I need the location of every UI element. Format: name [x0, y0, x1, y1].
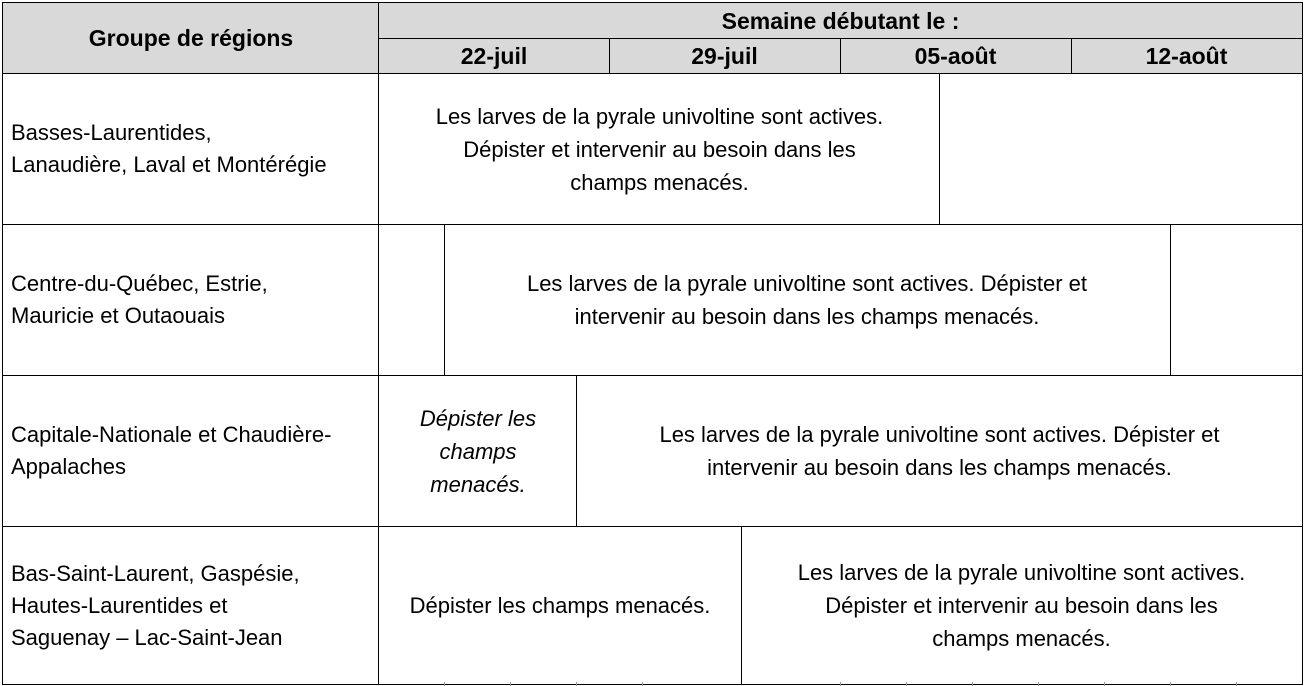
row-4-region [3, 527, 379, 684]
header-week-2-text: 29-juil [691, 42, 758, 69]
row-2-region-line-1: Centre-du-Québec, Estrie, [11, 271, 268, 296]
row-4-message-short-line-1: Dépister les champs menacés. [409, 593, 711, 618]
grid-line-header-sub [379, 38, 1303, 39]
row-3-region-line-2: Appalaches [11, 454, 126, 479]
grid-line-bottom [2, 684, 1303, 685]
header-region-group-text: Groupe de régions [88, 24, 294, 51]
row-1-region-line-1: Basses-Laurentides, [11, 120, 212, 145]
grid-line-row-3-bottom [2, 526, 1303, 527]
row-1-region-line-2: Lanaudière, Laval et Montérégie [11, 152, 327, 177]
header-week-1-text: 22-juil [460, 42, 528, 69]
grid-tick [906, 682, 907, 686]
row-3-message-short-line-3: menacés. [430, 471, 526, 497]
grid-line-top [2, 2, 1303, 3]
grid-line-row-4-split [741, 526, 742, 685]
header-week-title-text: Semaine débutant le : [721, 7, 960, 34]
grid-line-region-divider [378, 2, 379, 685]
row-1-message [379, 74, 940, 224]
header-week-4-text: 12-août [1145, 42, 1228, 69]
grid-line-header-week-3-4 [1071, 38, 1072, 74]
grid-tick [576, 682, 577, 686]
grid-tick [642, 682, 643, 686]
row-4-message-long-line-1: Les larves de la pyrale univoltine sont actives. [797, 560, 1246, 585]
grid-tick [444, 682, 445, 686]
grid-tick [1236, 682, 1237, 686]
header-region-group [3, 3, 379, 73]
row-2-message-line-1: Les larves de la pyrale univoltine sont actives. Dépister et [526, 271, 1088, 296]
row-3-message-long-line-1: Les larves de la pyrale univoltine sont actives. Dépister et [659, 422, 1220, 447]
row-3-region [3, 376, 379, 526]
row-3-message-long-line-2: intervenir au besoin dans les champs menacés. [707, 455, 1172, 480]
grid-tick [840, 682, 841, 686]
row-1-message-line-1: Les larves de la pyrale univoltine sont actives. [435, 103, 884, 129]
row-4-message-long-line-3: champs menacés. [932, 626, 1111, 651]
row-4-message-long-line-2: Dépister et intervenir au besoin dans les [825, 593, 1218, 618]
grid-line-right [1302, 2, 1303, 685]
header-week-3 [840, 39, 1071, 73]
row-2-message [444, 225, 1170, 375]
grid-line-left [2, 2, 3, 685]
row-4-message-long [741, 527, 1302, 684]
grid-line-header-week-1-2 [609, 38, 610, 74]
row-2-region [3, 225, 379, 375]
grid-tick [972, 682, 973, 686]
header-week-4 [1071, 39, 1302, 73]
grid-line-row-2-split-right [1170, 224, 1171, 376]
grid-tick [1170, 682, 1171, 686]
grid-line-header-week-2-3 [840, 38, 841, 74]
row-2-region-line-2: Mauricie et Outaouais [11, 303, 225, 328]
grid-line-row-3-split [576, 375, 577, 527]
grid-line-header-bottom [2, 73, 1303, 74]
row-1-region [3, 74, 379, 224]
grid-line-row-2-bottom [2, 375, 1303, 376]
row-3-message-short-line-2: champs [439, 438, 517, 464]
row-2-message-line-2: intervenir au besoin dans les champs menacés. [574, 304, 1040, 329]
grid-tick [1038, 682, 1039, 686]
grid-line-row-2-split-left [444, 224, 445, 376]
row-4-region-line-2: Hautes-Laurentides et [11, 592, 228, 618]
grid-line-row-1-split [939, 73, 940, 225]
row-1-message-line-3: champs menacés. [570, 169, 749, 195]
row-4-message-short [379, 527, 741, 684]
header-week-3-text: 05-août [914, 42, 997, 69]
grid-tick [510, 682, 511, 686]
row-3-message-short [379, 376, 577, 526]
grid-tick [1104, 682, 1105, 686]
row-3-region-line-1: Capitale-Nationale et Chaudière- [11, 422, 332, 447]
row-3-message-long [577, 376, 1302, 526]
header-week-2 [609, 39, 840, 73]
row-3-message-short-line-1: Dépister les [419, 405, 537, 431]
row-4-region-line-1: Bas-Saint-Laurent, Gaspésie, [11, 560, 300, 586]
grid-line-row-1-bottom [2, 224, 1303, 225]
row-4-region-line-3: Saguenay – Lac-Saint-Jean [11, 624, 283, 650]
row-1-message-line-2: Dépister et intervenir au besoin dans les [463, 136, 856, 162]
header-week-1 [379, 39, 609, 73]
header-week-title [379, 3, 1302, 39]
